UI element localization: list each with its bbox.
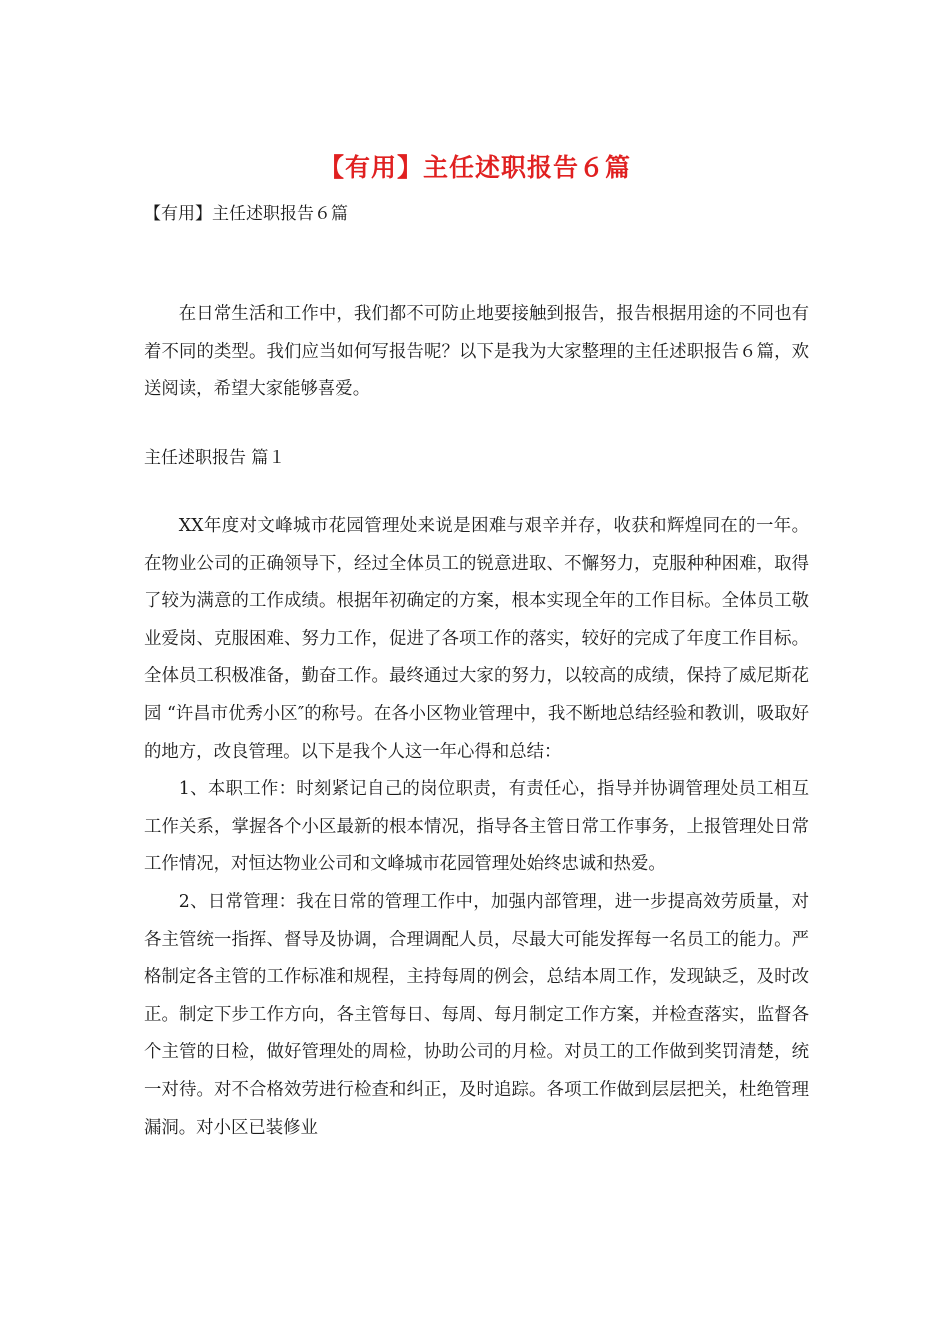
document-title: 【有用】主任述职报告６篇 bbox=[318, 153, 631, 182]
section-body bbox=[144, 508, 809, 1147]
body-paragraph: 1、本职工作：时刻紧记自己的岗位职责，有责任心，指导并协调管理处员工相互工作关系，掌握各个小区最新的根本情况，指导各主管日常工作事务，上报管理处日常工作情况，对恒达物业公司和文峰城市花园管理处始终忠诚和热爱。 bbox=[144, 779, 809, 875]
intro-paragraph: 在日常生活和工作中，我们都不可防止地要接触到报告，报告根据用途的不同也有着不同的类型。我们应当如何写报告呢？以下是我为大家整理的主任述职报告６篇，欢送阅读，希望大家能够喜爱。 bbox=[144, 304, 809, 400]
body-paragraph: 2、日常管理：我在日常的管理工作中，加强内部管理，进一步提高效劳质量，对各主管统一指挥、督导及协调，合理调配人员，尽最大可能发挥每一名员工的能力。严格制定各主管的工作标准和规程，主持每周的例会，总结本周工作，发现缺乏，及时改正。制定下步工作方向，各主管每日、每周、每月制定工作方案，并检查落实，监督各个主管的日检，做好管理处的周检，协助公司的月检。对员工的工作做到奖罚清楚，统一对待。对不合格效劳进行检查和纠正，及时追踪。各项工作做到层层把关，杜绝管理漏洞。对小区已装修业 bbox=[144, 891, 809, 1138]
body-paragraph: XX年度对文峰城市花园管理处来说是困难与艰辛并存，收获和辉煌同在的一年。在物业公司的正确领导下，经过全体员工的锐意进取、不懈努力，克服种种困难，取得了较为满意的工作成绩。根据年初确定的方案，根本实现全年的工作目标。全体员工敬业爱岗、克服困难、努力工作，促进了各项工作的落实，较好的完成了年度工作目标。全体员工积极准备，勤奋工作。最终通过大家的努力，以较高的成绩，保持了威尼斯花园 “许昌市优秀小区″的称号。在各小区物业管理中，我不断地总结经验和教训，吸取好的地方，改良管理。以下是我个人这一年心得和总结： bbox=[144, 516, 809, 762]
section-heading: 主任述职报告 篇１ bbox=[144, 448, 286, 468]
document-subtitle: 【有用】主任述职报告６篇 bbox=[144, 204, 348, 224]
intro-block bbox=[144, 296, 809, 409]
